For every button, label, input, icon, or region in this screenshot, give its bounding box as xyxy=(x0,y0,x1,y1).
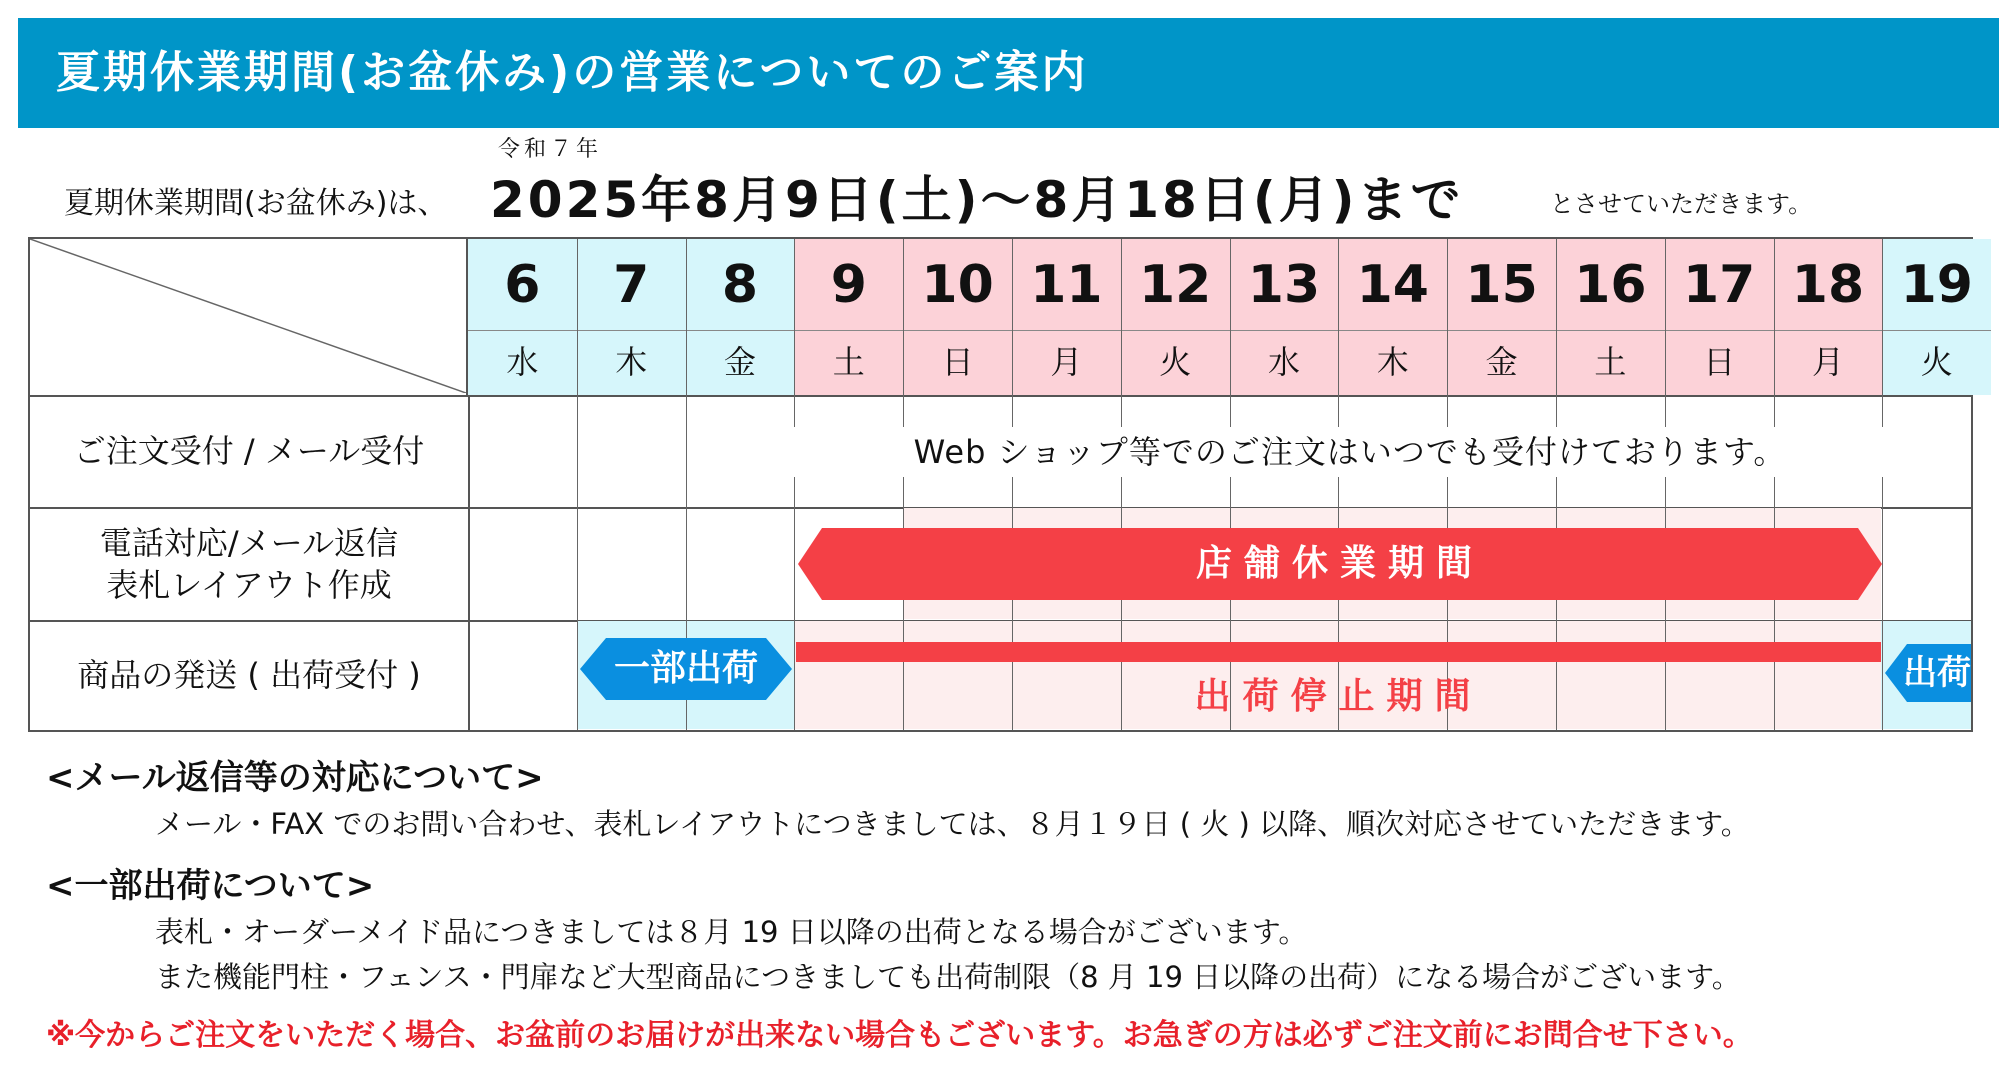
mail-heading: <メール返信等の対応について> xyxy=(46,758,544,798)
day-number: 7 xyxy=(577,239,686,331)
row-label-phone-line2: 表札レイアウト作成 xyxy=(106,565,392,604)
resume-shipping-label: 出荷 xyxy=(1903,653,1971,693)
label-column-divider xyxy=(468,395,470,730)
intro-suffix: とさせていただきます。 xyxy=(1550,190,1813,218)
day-number: 11 xyxy=(1012,239,1121,331)
diagonal-line xyxy=(30,239,466,393)
day-of-week: 金 xyxy=(1447,331,1556,395)
row-label-shipping: 商品の発送 ( 出荷受付 ) xyxy=(77,656,421,694)
day-of-week: 土 xyxy=(1556,331,1665,395)
day-number: 8 xyxy=(686,239,795,331)
partial-body-1: 表札・オーダーメイド品につきましては８月 19 日以降の出荷となる場合がございます。 xyxy=(155,915,1308,949)
day-number: 16 xyxy=(1556,239,1665,331)
partial-body-2: また機能門柱・フェンス・門扉など大型商品につきましても出荷制限（8 月 19 日以降の出荷）になる場合がございます。 xyxy=(155,960,1741,994)
day-of-week: 日 xyxy=(1665,331,1774,395)
day-of-week: 月 xyxy=(1012,331,1121,395)
day-number: 17 xyxy=(1665,239,1774,331)
day-of-week: 水 xyxy=(468,331,577,395)
day-number: 19 xyxy=(1882,239,1991,331)
stop-shipping-label: 出荷停止期間 xyxy=(1194,676,1483,717)
day-number: 18 xyxy=(1774,239,1883,331)
day-number: 6 xyxy=(468,239,577,331)
day-number: 13 xyxy=(1230,239,1339,331)
day-of-week: 火 xyxy=(1121,331,1230,395)
holiday-calendar xyxy=(28,237,1973,732)
day-number: 15 xyxy=(1447,239,1556,331)
day-number: 14 xyxy=(1338,239,1447,331)
day-number: 10 xyxy=(903,239,1012,331)
era-label: 令和７年 xyxy=(498,137,603,162)
row-label-phone-line1: 電話対応/メール返信 xyxy=(99,523,399,562)
calendar-corner-cell xyxy=(30,239,468,395)
page-title: 夏期休業期間(お盆休み)の営業についてのご案内 xyxy=(56,47,1089,98)
day-of-week: 水 xyxy=(1230,331,1339,395)
day-of-week: 金 xyxy=(686,331,795,395)
day-column-divider xyxy=(577,239,578,730)
partial-shipping-label: 一部出荷 xyxy=(613,648,758,689)
mail-body: メール・FAX でのお問い合わせ、表札レイアウトにつきましては、８月１９日 ( 火 ) 以降、順次対応させていただきます。 xyxy=(155,807,1750,841)
day-number: 9 xyxy=(794,239,903,331)
intro-prefix: 夏期休業期間(お盆休み)は、 xyxy=(64,186,448,221)
day-number: 12 xyxy=(1121,239,1230,331)
day-of-week: 月 xyxy=(1774,331,1883,395)
order-note: Web ショップ等でのご注文はいつでも受付けております。 xyxy=(730,427,1970,477)
day-of-week: 木 xyxy=(577,331,686,395)
day-of-week: 火 xyxy=(1882,331,1991,395)
row-label-order: ご注文受付 / メール受付 xyxy=(73,432,425,470)
day-of-week: 日 xyxy=(903,331,1012,395)
day-of-week: 木 xyxy=(1338,331,1447,395)
partial-heading: <一部出荷について> xyxy=(46,866,375,906)
day-column-divider xyxy=(1882,239,1883,730)
closure-label: 店舗休業期間 xyxy=(1195,543,1484,584)
stop-shipping-bar xyxy=(796,642,1881,662)
warning-note: ※今からご注文をいただく場合、お盆前のお届けが出来ない場合もございます。お急ぎの方は必ずご注文前にお問合せ下さい。 xyxy=(46,1018,1753,1053)
day-of-week: 土 xyxy=(794,331,903,395)
holiday-dates: 2025年8月9日(土)～8月18日(月)まで xyxy=(490,171,1464,229)
row-label-phone xyxy=(30,507,468,620)
